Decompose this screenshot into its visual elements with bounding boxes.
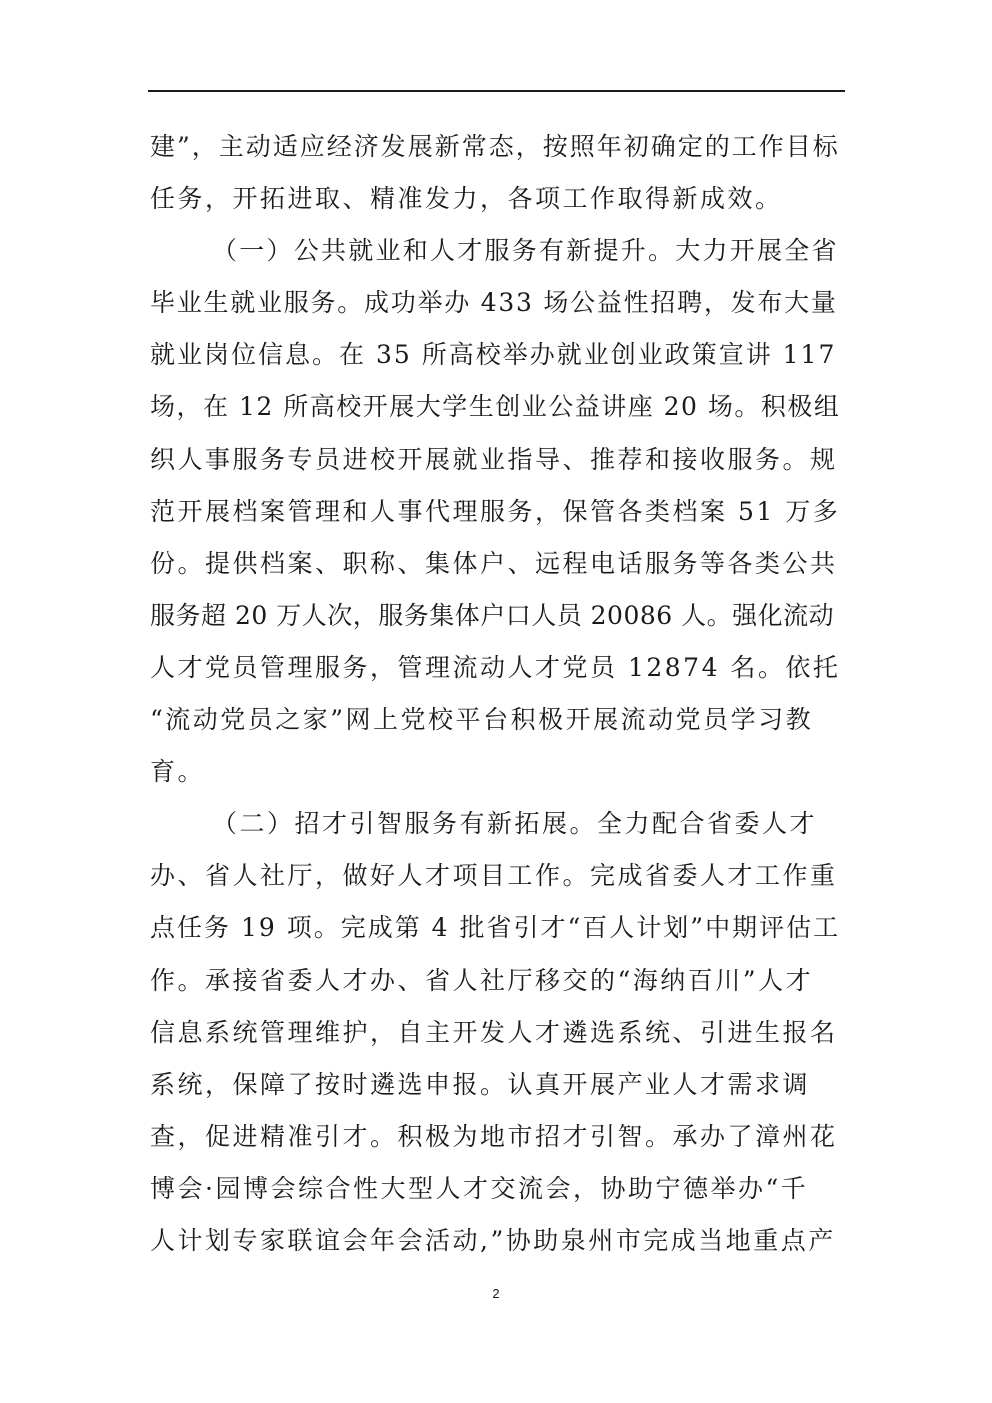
text-line: 份。提供档案、职称、集体户、远程电话服务等各类公共 (150, 548, 838, 578)
text-line: 服务超 20 万人次，服务集体户口人员 20086 人。强化流动 (150, 600, 835, 630)
text-line: 毕业生就业服务。成功举办 433 场公益性招聘，发布大量 (150, 288, 838, 318)
text-line: “流动党员之家”网上党校平台积极开展流动党员学习教 (150, 705, 814, 735)
text-line: 作。承接省委人才办、省人社厅移交的“海纳百川”人才 (150, 965, 814, 995)
text-line: 人计划专家联谊会年会活动,”协助泉州市完成当地重点产 (150, 1225, 836, 1255)
text-line: 信息系统管理维护，自主开发人才遴选系统、引进生报名 (150, 1017, 838, 1047)
text-line: 织人事服务专员进校开展就业指导、推荐和接收服务。规 (150, 444, 838, 474)
section-heading-line: （一）公共就业和人才服务有新提升。大力开展全省 (212, 236, 839, 266)
text-line: 办、省人社厅，做好人才项目工作。完成省委人才工作重 (150, 861, 838, 891)
text-line: 人才党员管理服务，管理流动人才党员 12874 名。依托 (150, 652, 841, 682)
section-heading-line: （二）招才引智服务有新拓展。全力配合省委人才 (212, 809, 818, 839)
text-line: 系统，保障了按时遴选申报。认真开展产业人才需求调 (150, 1069, 811, 1099)
text-line: 范开展档案管理和人事代理服务，保管各类档案 51 万多 (150, 496, 841, 526)
text-line: 点任务 19 项。完成第 4 批省引才“百人计划”中期评估工 (150, 913, 841, 943)
text-line: 博会·园博会综合性大型人才交流会，协助宁德举办“千 (150, 1173, 809, 1203)
body-text (150, 121, 840, 1267)
text-line: 场，在 12 所高校开展大学生创业公益讲座 20 场。积极组 (150, 392, 841, 422)
page-number: 2 (492, 1286, 500, 1301)
text-line: 就业岗位信息。在 35 所高校举办就业创业政策宣讲 117 (150, 340, 837, 370)
text-line: 育。 (150, 757, 206, 787)
text-line: 任务，开拓进取、精准发力，各项工作取得新成效。 (150, 184, 783, 214)
text-line: 查，促进精准引才。积极为地市招才引智。承办了漳州花 (150, 1121, 838, 1151)
text-line: 建”，主动适应经济发展新常态，按照年初确定的工作目标 (150, 132, 840, 161)
header-rule (148, 90, 845, 92)
